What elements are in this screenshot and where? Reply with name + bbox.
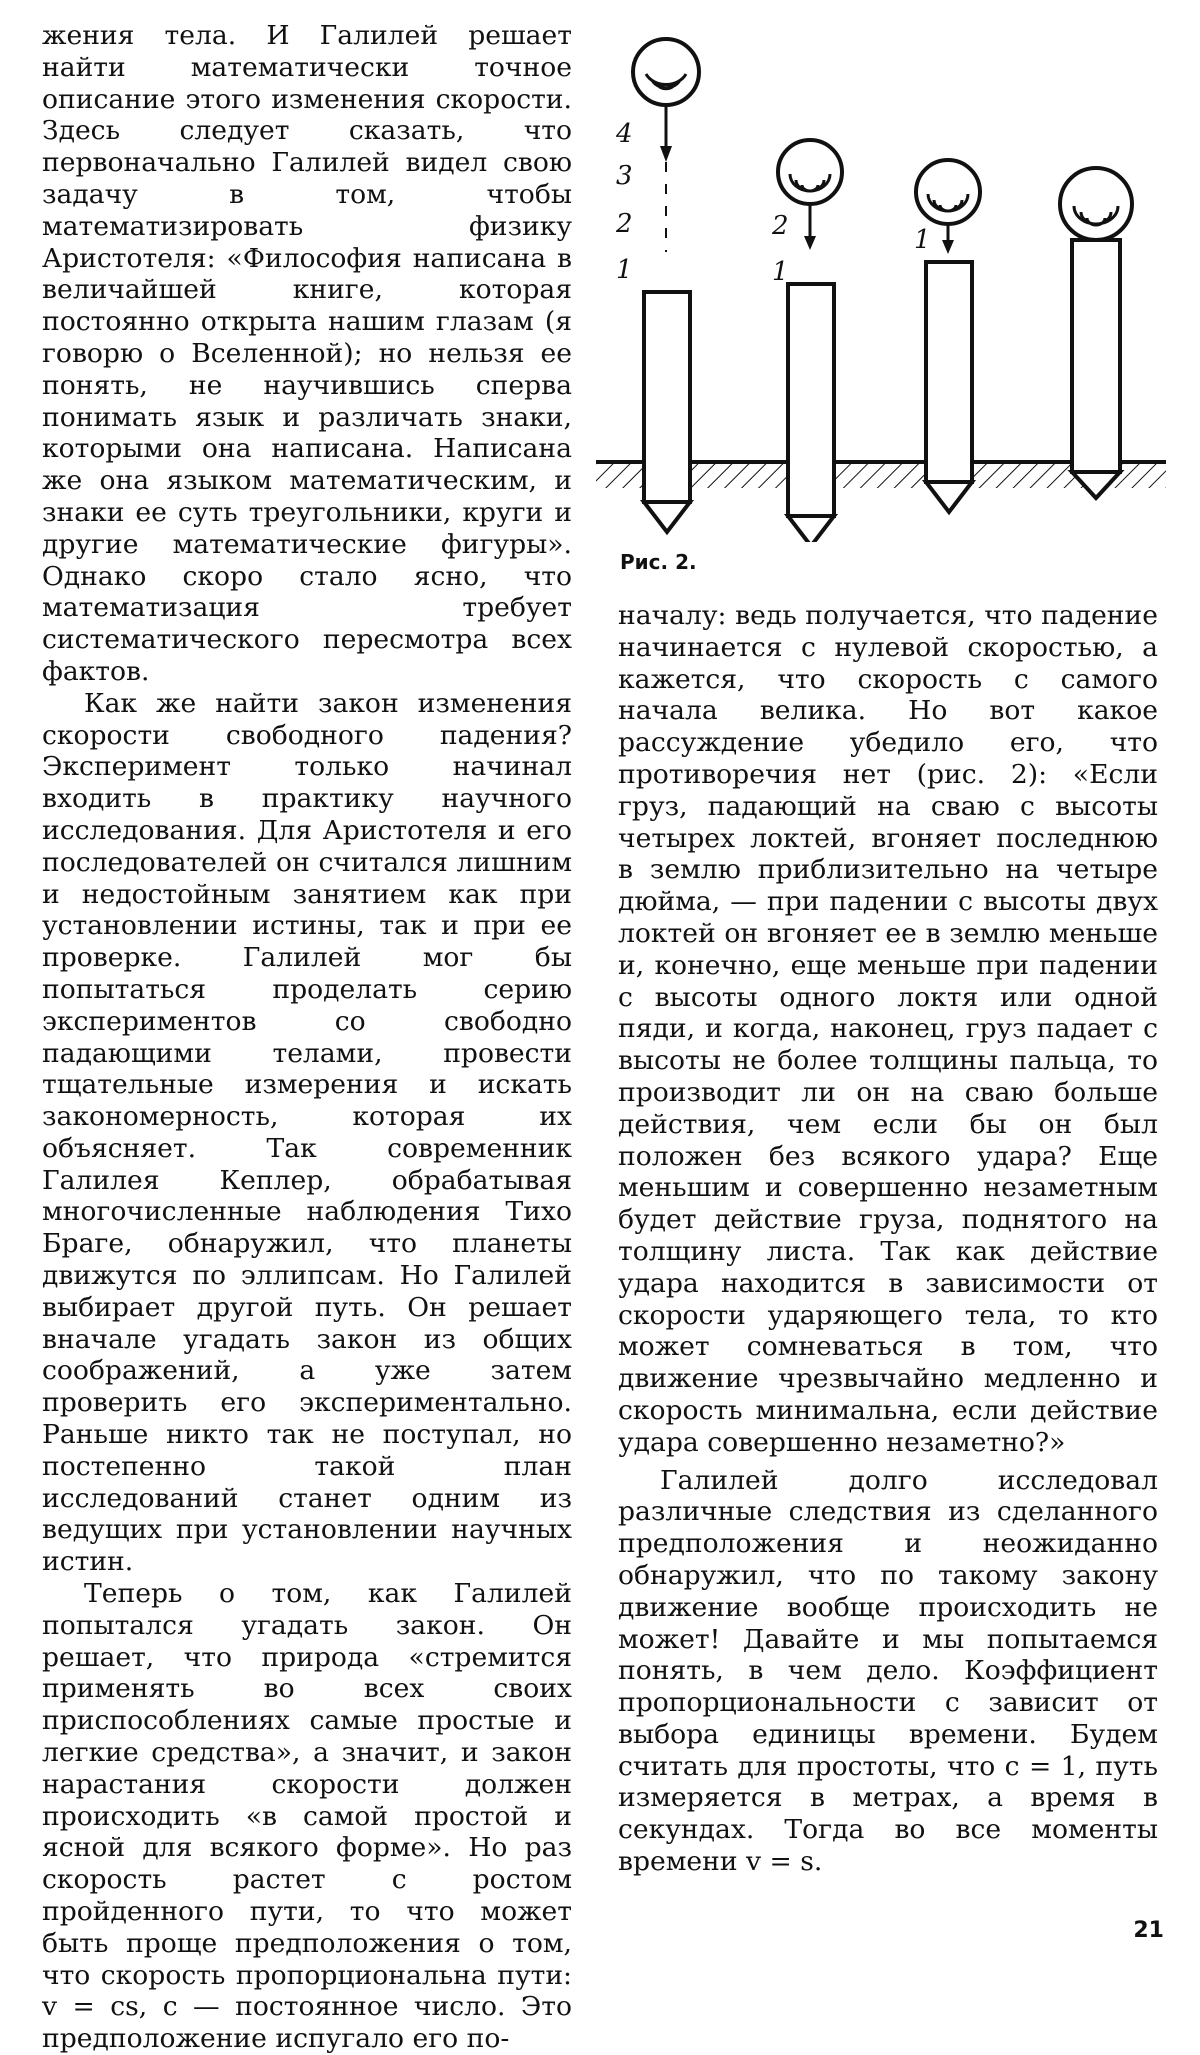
pile-4: [1060, 168, 1132, 498]
figure-piles: [596, 22, 1166, 542]
paragraph: Теперь о том, как Галилей попытался угадать закон. Он решает, что природа «стремится применять во всех своих приспособлениях самые простые и легкие средства», а значит, и закон нарастания скорости должен происходить «в самой простой и ясной для всякого форме». Но раз скорость растет с ростом пройденного пути, то что может быть проще предположения о том, что скорость пропорциональна пути: v = cs, c — постоянное число. Это предположение испугало его по-: [42, 1578, 572, 2055]
paragraph: Как же найти закон изменения скорости свободного падения? Эксперимент только начинал входить в практику научного исследования. Для Аристотеля и его последователей он считался лишним и недостойным занятием как при установлении истины, так и при ее проверке. Галилей мог бы попытаться проделать серию экспериментов со свободно падающими телами, провести тщательные измерения и искать закономерность, которая их объясняет. Так современник Галилея Кеплер, обрабатывая многочисленные наблюдения Тихо Браге, обнаружил, что планеты движутся по эллипсам. Но Галилей выбирает другой путь. Он решает вначале угадать закон из общих соображений, а уже затем проверить его экспериментально. Раньше никто так не поступал, но постепенно такой план исследований станет одним из ведущих при установлении научных истин.: [42, 687, 572, 1578]
paragraph: Галилей долго исследовал различные следствия из сделанного предположения и неожиданно обнаружил, что по такому закону движение вообще происходить не может! Давайте и мы попытаемся понять, в чем дело. Коэффициент пропорциональности c зависит от выбора единицы времени. Будем считать для простоты, что c = 1, путь измеряется в метрах, а время в секундах. Тогда во все моменты времени v = s.: [618, 1464, 1158, 1878]
height-label: 4: [616, 119, 633, 149]
right-column: [618, 600, 1158, 1878]
height-label: 3: [616, 161, 633, 191]
paragraph: жения тела. И Галилей решает найти математически точное описание этого изменения скорости. Здесь следует сказать, что первоначально Галилей видел свою задачу в том, чтобы математизировать физику Аристотеля: «Философия написана в величайшей книге, которая постоянно открыта нашим глазам (я говорю о Вселенной); но нельзя ее понять, не научившись сперва понимать язык и различать знаки, которыми она написана. Написана же она языком математическим, и знаки ее суть треугольники, круги и другие математические фигуры». Однако скоро стало ясно, что математизация требует систематического пересмотра всех фактов.: [42, 20, 572, 687]
height-label: 1: [616, 255, 633, 285]
figure-caption: Рис. 2.: [620, 550, 697, 574]
weight-ball: [633, 39, 699, 105]
weight-ball: [1060, 168, 1132, 240]
height-label: 1: [772, 257, 789, 287]
page-number: 21: [1133, 1918, 1164, 1943]
pile-1: [615, 39, 699, 532]
weight-ball: [916, 160, 980, 224]
left-column: [42, 20, 572, 2055]
height-label: 1: [914, 225, 931, 255]
paragraph: началу: ведь получается, что падение начинается с нулевой скоростью, а кажется, что скорость с самого начала велика. Но вот какое рассуждение убедило его, что противоречия нет (рис. 2): «Если груз, падающий на сваю с высоты четырех локтей, вгоняет последнюю в землю приблизительно на четыре дюйма, — при падении с высоты двух локтей он вгоняет ее в землю меньше и, конечно, еще меньше при падении с высоты одного локтя или одной пяди, и когда, наконец, груз падает с высоты не более толщины пальца, то производит ли он на сваю больше действия, чем если бы он был положен без всякого удара? Еще меньшим и совершенно незаметным будет действие груза, поднятого на толщину листа. Так как действие удара находится в зависимости от скорости ударяющего тела, то кто может сомневаться в том, что движение чрезвычайно медленно и скорость минимальна, если действие удара совершенно незаметно?»: [618, 600, 1158, 1458]
pile-3: [914, 160, 980, 512]
height-label: 2: [772, 211, 789, 241]
height-label: 2: [616, 209, 633, 239]
weight-ball: [778, 140, 842, 204]
